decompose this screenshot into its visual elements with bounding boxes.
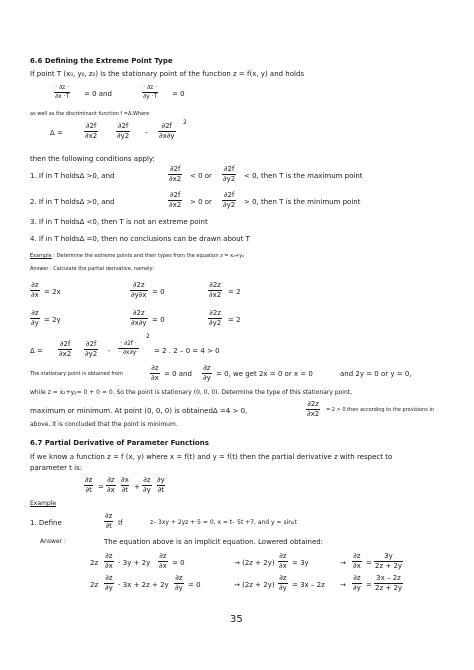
page-number: 35 — [230, 614, 243, 625]
maxmin-d2z-dx2: ∂2z ∂x2 — [307, 400, 320, 418]
param-intro-2: parameter t is: — [30, 464, 83, 472]
d2z-dy2-value: = 2 — [228, 316, 241, 324]
row1-mid: - 3y + 2y — [118, 559, 151, 567]
calc-d2f-dx2: ∂2f ∂x2 — [59, 340, 72, 358]
condition-2-text: 2. If in T holdsΔ >0, and — [30, 198, 115, 206]
row2-2z: 2z — [90, 581, 99, 589]
condition-2-result: > 0, then T is the minimum point — [244, 198, 361, 206]
row2-dz-dy-3: ∂z ∂y — [279, 574, 287, 592]
chain-dy-dt: ∂y ∂t — [157, 476, 165, 494]
d2f-dy2-fraction: ∂2f ∂y2 — [117, 122, 130, 140]
chain-plus: + — [134, 483, 140, 491]
condition-1-result: < 0, then T is the maximum point — [244, 172, 363, 180]
define-label: 1. Define — [30, 519, 62, 527]
if-word: If — [118, 519, 123, 527]
row1-dz-dx: ∂z ∂x — [105, 552, 113, 570]
row2-result-fraction: 3x – 2z 2z + 2y — [375, 574, 403, 592]
row2-arrow: → — [340, 581, 346, 589]
d2z-dxdy-fraction: ∂2z ∂x∂y — [131, 309, 147, 327]
row1-arrow-factor: → (2z + 2y) — [234, 559, 275, 567]
while-line: while z = x₂+y₂= 0 + 0 = 0. So the point is stationary (0, 0, 0). Determine the type of this stationary point, — [30, 389, 353, 396]
conditions-intro: then the following conditions apply: — [30, 155, 155, 163]
d2z-dxdy-value: = 0 — [152, 316, 165, 324]
d2z-dy2-fraction: ∂2z ∂y2 — [209, 309, 222, 327]
param-intro-1: If we know a function z = f (x, y) where x = f(t) and y = f(t) then the partial derivative z with respect to — [30, 453, 393, 461]
stat-eq-3: and 2y = 0 or y = 0, — [340, 370, 412, 378]
d2z-dydx-value: = 0 — [152, 288, 165, 296]
row2-rhs: = 3x – 2z — [292, 581, 325, 589]
define-equation: z– 3xy + 2yz + 5 = 0, x = t– 5t +7, and y = sin₂t — [150, 519, 297, 526]
stat-eq-2: = 0, we get 2x = 0 or x = 0 — [216, 370, 313, 378]
row1-result-fraction: 3y 2z + 2y — [375, 552, 403, 570]
dz-dy-fraction: ∂z ∂y — [31, 309, 39, 327]
row2-eq: = — [366, 581, 372, 589]
d2f-dx2-fraction: ∂2f ∂x2 — [85, 122, 98, 140]
row1-dz-dx-3: ∂z ∂x — [279, 552, 287, 570]
condition-1-or: < 0 or — [190, 172, 212, 180]
example-label: Example — [30, 253, 52, 259]
row1-eq: = — [366, 559, 372, 567]
example-text: : Determine the extreme points and their types from the equation z = x₂+y₂ — [53, 253, 245, 259]
chain-dz-dt: ∂z ∂t — [85, 476, 93, 494]
cond2-d2f-dy2: ∂2f ∂y2 — [223, 191, 236, 209]
dz-dx-fraction: ∂z ∂x — [31, 281, 39, 299]
stationary-text: The stationary point is obtained from — [30, 371, 123, 377]
implicit-text: The equation above is an implicit equation. Lowered obtained: — [104, 538, 324, 546]
chain-dx-dt: ∂x ∂t — [121, 476, 129, 494]
d2z-dx2-value: = 2 — [228, 288, 241, 296]
row1-rhs: = 3y — [292, 559, 309, 567]
row2-dz-dy-4: ∂z ∂y — [353, 574, 361, 592]
answer-line: Answer : Calculate the partial derivative, namely: — [30, 266, 154, 272]
cond1-d2f-dy2: ∂2f ∂y2 — [223, 165, 236, 183]
stat-eq-1: = 0 and — [164, 370, 192, 378]
maxmin-tail: = 2 > 0 then according to the provisions in — [326, 407, 435, 413]
example-2-label: Example — [30, 500, 57, 507]
chain-dz-dx: ∂z ∂x — [107, 476, 115, 494]
dz-dx-value: = 2x — [44, 288, 61, 296]
chain-equals: = — [98, 483, 104, 491]
delta-calc-result: = 2 . 2 – 0 = 4 > 0 — [154, 347, 220, 355]
condition-2-or: > 0 or — [190, 198, 212, 206]
calc-mixed-fraction: · ∂2f · · ∂x∂y· — [119, 340, 139, 356]
example-line — [30, 254, 244, 259]
delta-calc-label: Δ = — [30, 347, 43, 355]
chain-dz-dy: ∂z ∂y — [143, 476, 151, 494]
define-dz-dt: ∂z ∂t — [105, 512, 113, 530]
condition2-tail: = 0 — [172, 90, 185, 98]
row1-arrow: → — [340, 559, 346, 567]
row1-end: = 0 — [172, 559, 185, 567]
calc-d2f-dy2: ∂2f ∂y2 — [85, 340, 98, 358]
mixed-partial-fraction: ∂2f ∂x∂y — [159, 122, 175, 140]
maxmin-line: maximum or minimum. At point (0, 0, 0) is obtainedΔ =4 > 0, — [30, 407, 248, 415]
cond2-d2f-dx2: ∂2f ∂x2 — [169, 191, 182, 209]
row2-dz-dy: ∂z ∂y — [105, 574, 113, 592]
minus-sign: - — [145, 129, 148, 137]
stat-dz-dx: ∂z ∂x — [151, 364, 159, 382]
intro-text: If point T (x₀, y₀, z₀) is the stationary point of the function z = f(x, y) and holds — [30, 70, 305, 78]
row1-dz-dx-2: ∂z ∂x — [159, 552, 167, 570]
delta-label: Δ = — [50, 129, 63, 137]
row2-mid: - 3x + 2z + 2y — [118, 581, 169, 589]
stat-dz-dy: ∂z ∂y — [203, 364, 211, 382]
conclusion-line: above, it is concluded that the point is minimum. — [30, 421, 178, 428]
cond1-d2f-dx2: ∂2f ∂x2 — [169, 165, 182, 183]
dz-dy-value: = 2y — [44, 316, 61, 324]
square-exponent: 2 — [183, 119, 187, 126]
condition-4-text: 4. If in T holdsΔ =0, then no conclusions can be drawn about T — [30, 235, 250, 243]
section-heading-6-7: 6.7 Partial Derivative of Parameter Functions — [30, 439, 209, 447]
row1-2z: 2z — [90, 559, 99, 567]
d2z-dydx-fraction: ∂2z ∂y∂x — [131, 281, 147, 299]
section-heading-6-6: 6.6 Defining the Extreme Point Type — [30, 57, 173, 65]
condition1-tail: = 0 and — [84, 90, 112, 98]
row2-dz-dy-2: ∂z ∂y — [175, 574, 183, 592]
discriminant-intro: as well as the discriminant function f =Δ,Where — [30, 111, 150, 117]
calc-minus-sign: - — [108, 347, 111, 355]
condition-1-text: 1. If in T holdsΔ >0, and — [30, 172, 115, 180]
answer-2-label: Answer : — [40, 538, 67, 545]
d2z-dx2-fraction: ∂2z ∂x2 — [209, 281, 222, 299]
row1-dz-dx-4: ∂z ∂x — [353, 552, 361, 570]
dz-dy-condition: · ∂z · ∂y ·T — [143, 84, 158, 100]
condition-3-text: 3. If in T holdsΔ <0, then T is not an extreme point — [30, 218, 208, 226]
row2-end: = 0 — [188, 581, 201, 589]
calc-square-exponent: 2 — [146, 333, 150, 340]
row2-arrow-factor: → (2z + 2y) — [234, 581, 275, 589]
dz-dx-condition: · ∂z · ∂x ·T — [55, 84, 70, 100]
